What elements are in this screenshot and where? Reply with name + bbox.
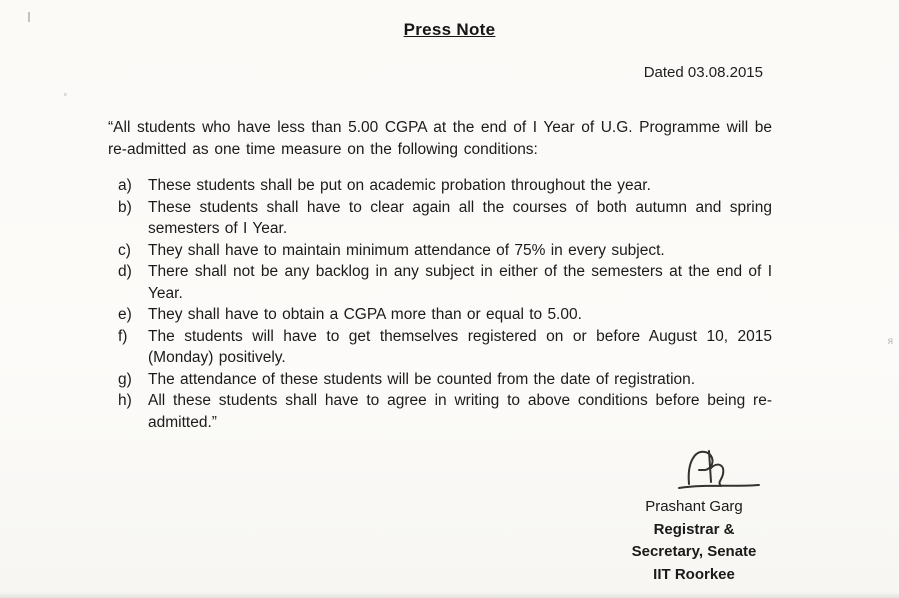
intro-paragraph: “All students who have less than 5.00 CGPA at the end of I Year of U.G. Programme will be re-admitted as one time measure on the following conditions: bbox=[108, 119, 772, 158]
condition-label: a) bbox=[118, 177, 132, 194]
list-item bbox=[118, 197, 772, 240]
scan-artifact: я bbox=[887, 336, 893, 347]
list-item bbox=[118, 261, 772, 304]
condition-label: c) bbox=[118, 241, 131, 259]
list-item bbox=[118, 240, 772, 262]
condition-label: b) bbox=[118, 198, 132, 216]
signatory-organization: IIT Roorkee bbox=[653, 565, 735, 583]
list-item bbox=[118, 390, 772, 433]
scan-edge-shadow bbox=[0, 592, 899, 598]
list-item bbox=[118, 369, 772, 391]
list-item bbox=[118, 175, 772, 197]
signatory-name: Prashant Garg bbox=[645, 498, 743, 515]
list-item bbox=[118, 304, 772, 326]
scan-artifact: ° bbox=[62, 91, 70, 104]
signatory-designation-1: Registrar & bbox=[653, 520, 735, 538]
condition-text: They shall have to obtain a CGPA more than or equal to 5.00. bbox=[148, 306, 582, 323]
date-line: Dated 03.08.2015 bbox=[643, 64, 763, 81]
condition-label: e) bbox=[118, 306, 132, 323]
handwritten-signature bbox=[609, 444, 779, 496]
signatory-designation-2: Secretary, Senate bbox=[631, 543, 757, 560]
signature-icon bbox=[675, 444, 761, 494]
condition-label: h) bbox=[118, 392, 132, 409]
condition-text: These students shall have to clear again all the courses of both autumn and spring semesters of I Year. bbox=[148, 198, 772, 237]
condition-label: g) bbox=[118, 370, 132, 388]
condition-text: These students shall be put on academic probation throughout the year. bbox=[148, 177, 651, 194]
condition-label: d) bbox=[118, 263, 132, 280]
signature-block bbox=[609, 444, 779, 586]
page-title: Press Note bbox=[403, 20, 496, 39]
condition-text: They shall have to maintain minimum attendance of 75% in every subject. bbox=[148, 241, 665, 259]
condition-text: All these students shall have to agree in writing to above conditions before being re-admitted.” bbox=[148, 392, 772, 431]
condition-text: The students will have to get themselves registered on or before August 10, 2015 (Monday) positively. bbox=[148, 327, 772, 366]
conditions-list bbox=[118, 175, 772, 433]
list-item bbox=[118, 326, 772, 369]
condition-text: There shall not be any backlog in any subject in either of the semesters at the end of I Year. bbox=[148, 263, 772, 302]
document-body bbox=[108, 117, 772, 433]
condition-label: f) bbox=[118, 327, 128, 345]
condition-text: The attendance of these students will be counted from the date of registration. bbox=[148, 370, 696, 388]
